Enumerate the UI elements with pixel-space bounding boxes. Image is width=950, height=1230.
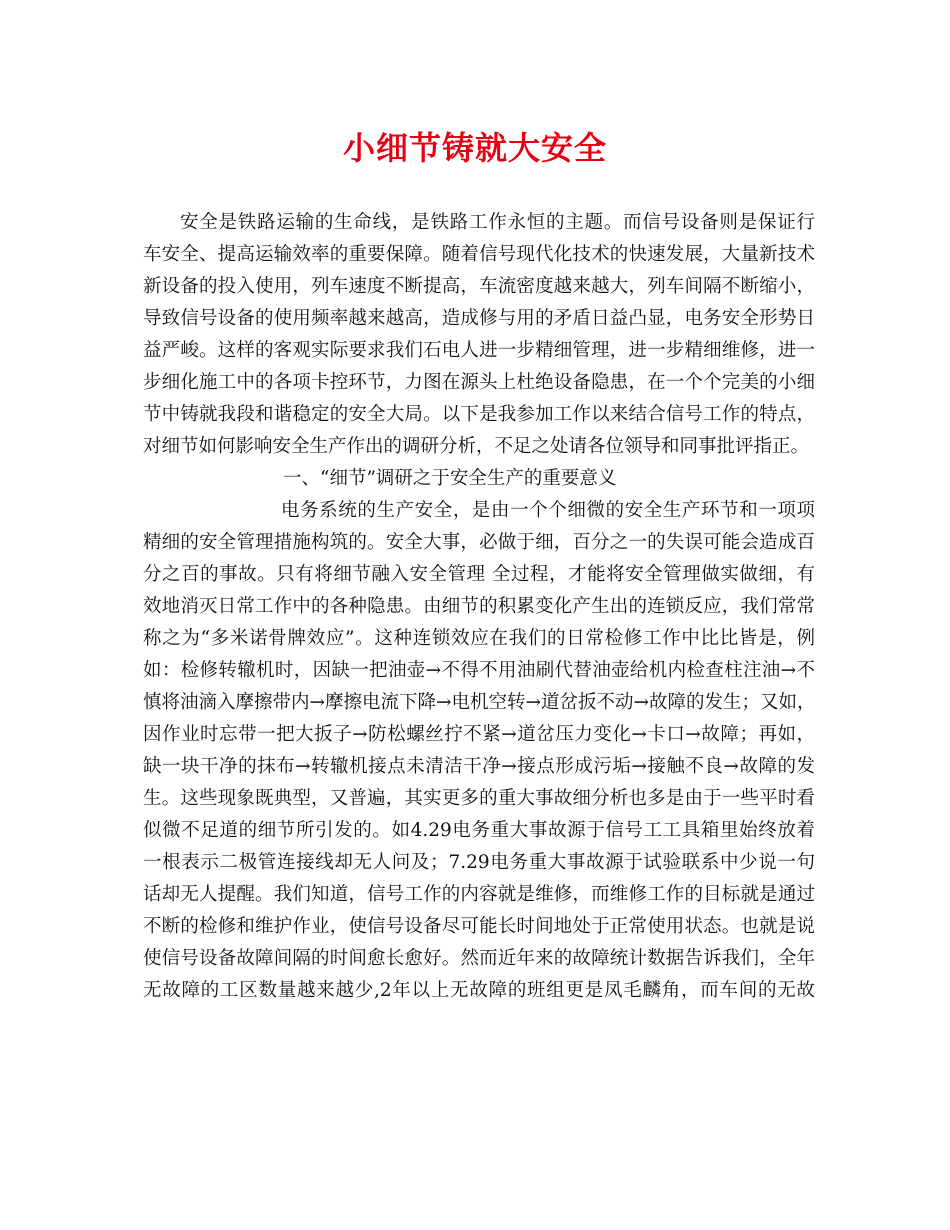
paragraph-line: 益严峻。这样的客观实际要求我们石电人进一步精细管理，进一步精细维修，进一 (143, 340, 815, 361)
paragraph-line: 安全是铁路运输的生命线，是铁路工作永恒的主题。而信号设备则是保证行 (180, 212, 815, 233)
paragraph-line: 导致信号设备的使用频率越来越高，造成修与用的矛盾日益凸显，电务安全形势日 (143, 308, 815, 329)
paragraph-line: 不断的检修和维护作业，使信号设备尽可能长时间地处于正常使用状态。也就是说 (143, 916, 815, 937)
paragraph-line: 效地消灭日常工作中的各种隐患。由细节的积累变化产生出的连锁反应，我们常常 (143, 596, 815, 617)
document-body (143, 207, 815, 1007)
paragraph-line: 节中铸就我段和谐稳定的安全大局。以下是我参加工作以来结合信号工作的特点， (143, 404, 815, 425)
paragraph-line: 步细化施工中的各项卡控环节，力图在源头上杜绝设备隐患，在一个个完美的小细 (143, 372, 815, 393)
paragraph-line: 电务系统的生产安全，是由一个个细微的安全生产环节和一项项 (281, 500, 815, 521)
paragraph-line: 分之百的事故。只有将细节融入安全管理 全过程，才能将安全管理做实做细，有 (143, 564, 815, 585)
paragraph-line: 似微不足道的细节所引发的。如4.29电务重大事故源于信号工工具箱里始终放着 (143, 820, 815, 841)
paragraph-line: 话却无人提醒。我们知道，信号工作的内容就是维修，而维修工作的目标就是通过 (143, 884, 815, 905)
paragraph-line: 生。这些现象既典型，又普遍，其实更多的重大事故细分析也多是由于一些平时看 (143, 788, 815, 809)
paragraph-line: 一根表示二极管连接线却无人问及；7.29电务重大事故源于试验联系中少说一句 (143, 852, 815, 873)
paragraph-line: 对细节如何影响安全生产作出的调研分析，不足之处请各位领导和同事批评指正。 (143, 436, 810, 457)
paragraph-line: 如：检修转辙机时，因缺一把油壶→不得不用油刷代替油壶给机内检查柱注油→不 (143, 660, 815, 681)
paragraph-line: 新设备的投入使用，列车速度不断提高，车流密度越来越大，列车间隔不断缩小， (143, 276, 815, 297)
paragraph-line: 慎将油滴入摩擦带内→摩擦电流下降→电机空转→道岔扳不动→故障的发生；又如， (143, 692, 816, 713)
paragraph-line: 称之为“多米诺骨牌效应”。这种连锁效应在我们的日常检修工作中比比皆是，例 (143, 628, 815, 649)
paragraph-line: 因作业时忘带一把大扳子→防松螺丝拧不紧→道岔压力变化→卡口→故障；再如， (143, 724, 815, 745)
paragraph-line: 无故障的工区数量越来越少,2年以上无故障的班组更是凤毛麟角，而车间的无故 (143, 980, 815, 1001)
document-title: 小细节铸就大安全 (342, 129, 607, 167)
paragraph-line: 车安全、提高运输效率的重要保障。随着信号现代化技术的快速发展，大量新技术 (143, 244, 815, 265)
section-heading: 一、“细节”调研之于安全生产的重要意义 (283, 468, 617, 489)
paragraph-line: 使信号设备故障间隔的时间愈长愈好。然而近年来的故障统计数据告诉我们，全年 (143, 948, 815, 969)
paragraph-line: 精细的安全管理措施构筑的。安全大事，必做于细，百分之一的失误可能会造成百 (143, 532, 815, 553)
paragraph-line: 缺一块干净的抹布→转辙机接点未清洁干净→接点形成污垢→接触不良→故障的发 (143, 756, 815, 777)
